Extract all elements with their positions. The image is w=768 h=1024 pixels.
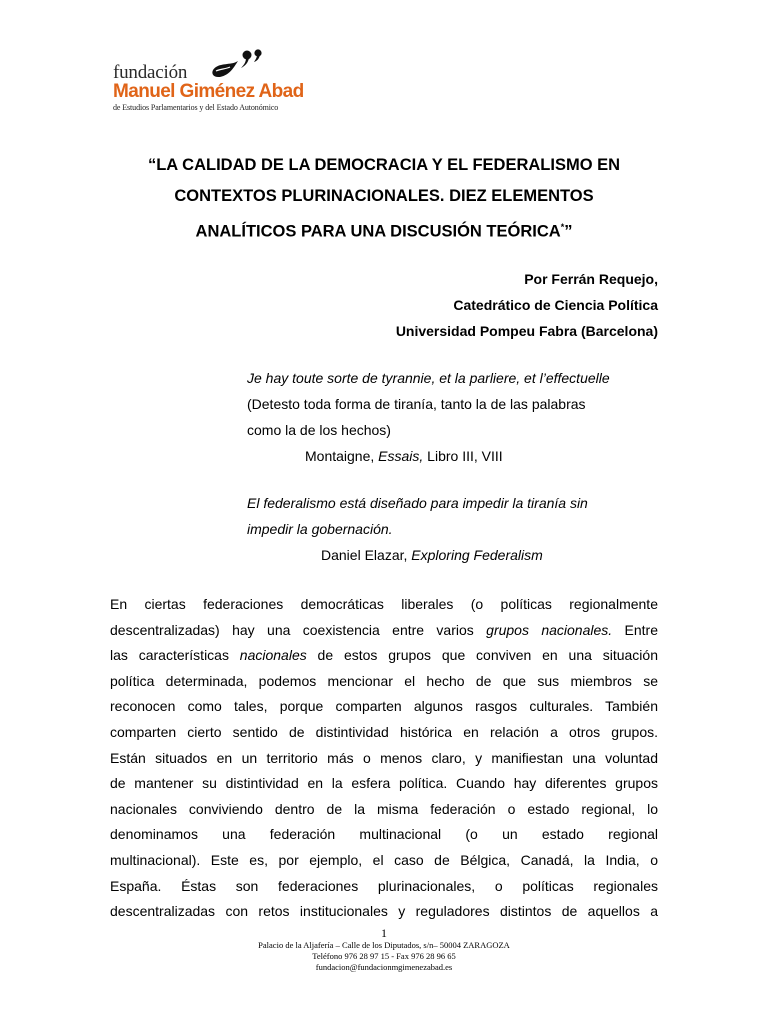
- logo-foundation-word: fundación: [113, 62, 188, 83]
- footer-address: Palacio de la Aljafería – Calle de los Diputados, s/n– 50004 ZARAGOZA: [258, 940, 510, 950]
- body-line: multinacional). Este es, por ejemplo, el caso de Bélgica, Canadá, la India, o: [110, 851, 658, 868]
- author-name: Por Ferrán Requejo,: [524, 271, 658, 287]
- epigraph-line-1: El federalismo está diseñado para impedir la tiranía sin: [247, 495, 588, 511]
- body-line: descentralizadas) hay una coexistencia entre varios grupos nacionales. Entre: [110, 621, 658, 638]
- footer-phone: Teléfono 976 28 97 15 - Fax 976 28 96 65: [312, 951, 456, 961]
- epigraph-original: Je hay toute sorte de tyrannie, et la parliere, et l’effectuelle: [247, 370, 610, 386]
- body-line: de mantener su distintividad en la esfera política. Cuando hay diferentes grupos: [110, 775, 658, 792]
- body-line: denominamos una federación multinacional (o un estado regional: [110, 826, 658, 843]
- body-line: descentralizadas con retos institucionales y reguladores distintos de aquellos a: [110, 903, 658, 920]
- logo-foundation-name: Manuel Giménez Abad: [113, 81, 304, 102]
- author-position: Catedrático de Ciencia Política: [453, 297, 658, 313]
- body-line: reconocen como tales, porque comparten algunos rasgos culturales. También: [110, 698, 658, 715]
- footnote-mark[interactable]: *: [560, 222, 565, 232]
- body-line: España. Éstas son federaciones plurinacionales, o políticas regionales: [110, 877, 658, 894]
- body-line: Están situados en un territorio más o menos claro, y manifiestan una voluntad: [110, 749, 658, 766]
- body-line: En ciertas federaciones democráticas liberales (o políticas regionalmente: [110, 596, 658, 612]
- body-line: nacionales conviviendo dentro de la misma federación o estado regional, lo: [110, 800, 658, 817]
- epigraph-elazar: [247, 490, 659, 568]
- logo-subtitle: de Estudios Parlamentarios y del Estado Autonómico: [113, 103, 279, 112]
- author-institution: Universidad Pompeu Fabra (Barcelona): [395, 323, 658, 339]
- epigraph-montaigne: [247, 365, 659, 469]
- title-line-1: “LA CALIDAD DE LA DEMOCRACIA Y EL FEDERALISMO EN: [147, 156, 621, 174]
- epigraph-attribution: Montaigne, Essais, Libro III, VIII: [305, 448, 503, 464]
- document-title: [100, 150, 668, 248]
- page-footer: [0, 926, 768, 973]
- body-paragraph: [110, 592, 658, 925]
- epigraph-translation-line-1: (Detesto toda forma de tiranía, tanto la de las palabras: [247, 396, 586, 412]
- body-line: política determinada, podemos mencionar el hecho de que sus miembros se: [110, 672, 658, 689]
- page-number: 1: [381, 926, 387, 940]
- author-block: [396, 266, 658, 344]
- body-line: las características nacionales de estos grupos que conviven en una situación: [110, 647, 658, 664]
- title-line-3: ANALÍTICOS PARA UNA DISCUSIÓN TEÓRICA*”: [195, 222, 573, 241]
- epigraph-attribution: Daniel Elazar, Exploring Federalism: [321, 547, 543, 563]
- epigraph-translation-line-2: como la de los hechos): [247, 422, 391, 438]
- foundation-logo: [113, 47, 313, 117]
- footer-email[interactable]: fundacion@fundacionmgimenezabad.es: [315, 962, 453, 972]
- title-line-2: CONTEXTOS PLURINACIONALES. DIEZ ELEMENTOS: [174, 187, 594, 205]
- epigraph-line-2: impedir la gobernación.: [247, 521, 393, 537]
- body-line: comparten cierto sentido de distintividad histórica en relación a otros grupos.: [110, 723, 658, 740]
- logo-mark-icon: [208, 47, 264, 83]
